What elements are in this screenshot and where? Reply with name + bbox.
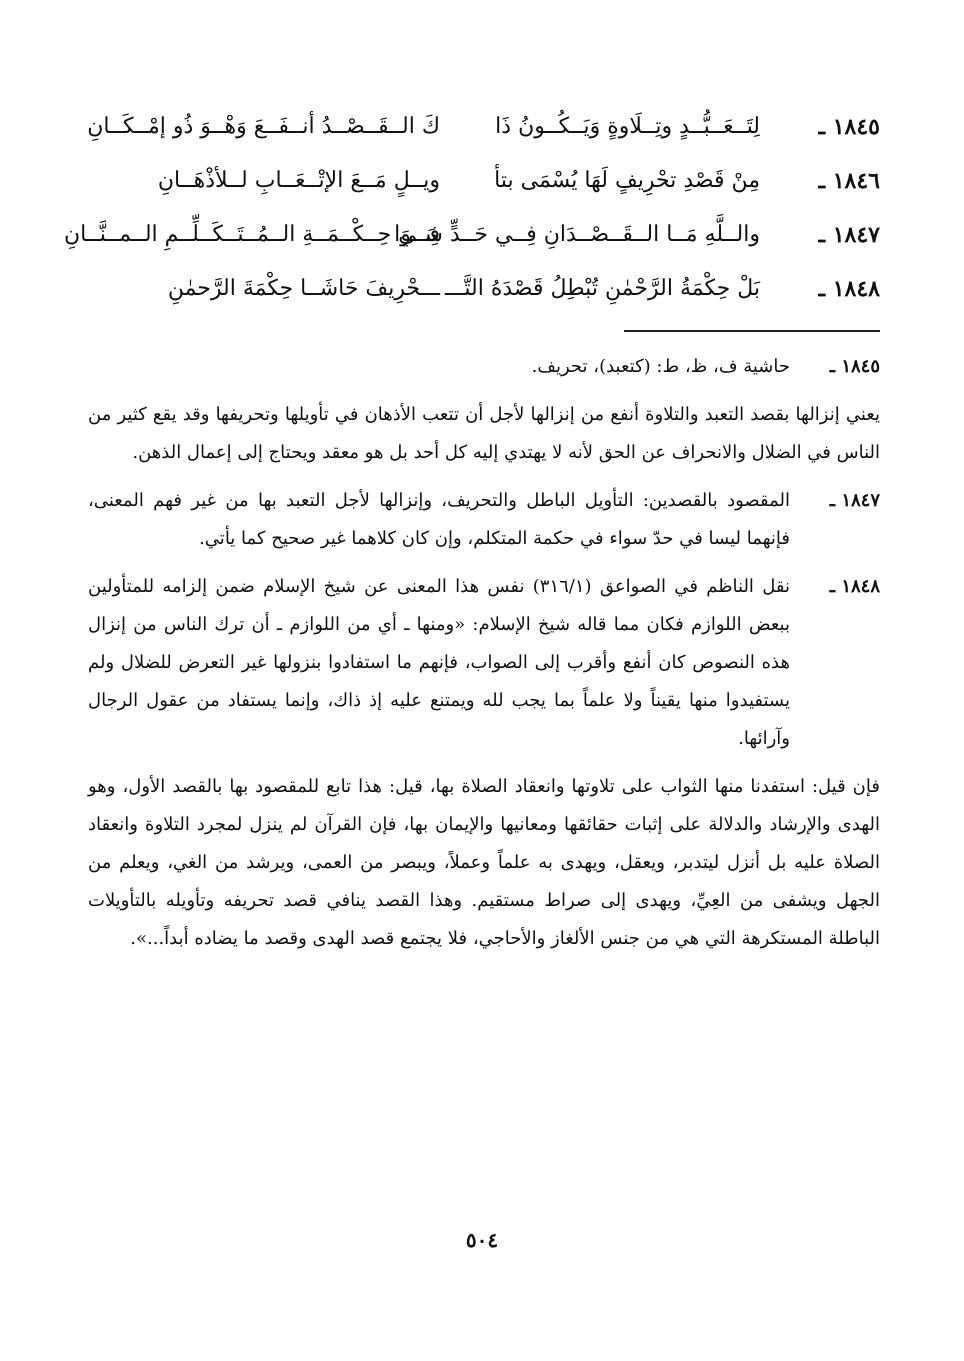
verse-first-hemistich: مِنْ قَصْدِ تحْرِيفٍ لَهَا يُسْمَى بتأ	[494, 168, 760, 193]
verse-second-hemistich: كَ الــقَــصْــدُ أنــفَــعَ وَهْــوَ ذُو إمْــكَــانِ	[87, 114, 440, 139]
commentary-paragraph: فإن قيل: استفدنا منها الثواب على تلاوتها وانعقاد الصلاة بها، قيل: هذا تابع للمقصود بها بالقصد الأول، وهو الهدى والإرشاد والدلالة على إثبات حقائقها ومعانيها والإيمان بها، فإن القرآن لم ينزل لمجرد التلاوة وانعقاد الصلاة عليه بل أنزل ليتدبر، ويعقل، ويهدى به علماً وعملاً، ويبصر من العمى، ويرشد من الغي، ويعلم من الجهل ويشفى من العِيِّ، ويهدى إلى صراط مستقيم. وهذا القصد ينافي قصد تحريفه وتأويله بالتأويلات الباطلة المستكرهة التي هي من جنس الألغاز والأحاجي، فلا يجتمع قصد الهدى وقصد ما يضاده أبداً...».	[88, 776, 880, 949]
footnote-1847	[88, 482, 880, 558]
footnote-number: ١٨٤٧ ـ	[829, 490, 880, 511]
page-content	[63, 100, 880, 968]
footnote-separator	[624, 330, 880, 332]
verse-second-hemistich: فِــي حِــكْــمَــةِ الــمُــتَــكَــلِّــمِ الــمــنَّــانِ	[63, 222, 440, 247]
verse-second-hemistich: ـــحْرِيفَ حَاشَــا حِكْمَةَ الرَّحمٰنِ	[167, 276, 440, 301]
footnote-text: نقل الناظم في الصواعق (٣١٦/١) نفس هذا المعنى عن شيخ الإسلام ضمن إلزامه للمتأولين ببعض اللوازم فكان مما قاله شيخ الإسلام: «ومنها ـ أي من اللوازم ـ أن ترك الناس من إنزال هذه النصوص كان أنفع وأقرب إلى الصواب، فإنهم ما استفادوا بنزولها غير التعرض للضلال ولم يستفيدوا منها يقيناً ولا علماً بما يجب لله ويمتنع عليه إذ ذاك، وإنما يستفاد من عقول الرجال وآرائها.	[88, 576, 790, 749]
footnote-1848	[88, 568, 880, 758]
footnote-number: ١٨٤٨ ـ	[829, 576, 880, 597]
verse-first-hemistich: بَلْ حِكْمَةُ الرَّحْمٰنِ تُبْطِلُ قَصْدَهُ التَّـــ	[445, 276, 760, 301]
verse-line	[88, 100, 880, 154]
footnote-text: حاشية ف، ظ، ط: (كتعبد)، تحريف.	[531, 356, 790, 377]
footnote-1845	[88, 348, 880, 386]
commentary-paragraph: يعني إنزالها بقصد التعبد والتلاوة أنفع من إنزالها لأجل أن تتعب الأذهان في تأويلها وتحريفها وقد يقع كثير من الناس في الضلال والانحراف عن الحق لأنه لا يهتدي إليه كل أحد بل هو معقد ويحتاج إلى إعمال الذهن.	[88, 404, 880, 463]
footnote-text: المقصود بالقصدين: التأويل الباطل والتحريف، وإنزالها لأجل التعبد بها من غير فهم المعنى، فإنهما ليسا في حدّ سواء في حكمة المتكلم، وإن كان كلاهما غير صحيح كما يأتي.	[88, 490, 790, 549]
verse-number: ١٨٤٧ ـ	[818, 222, 880, 248]
verse-number: ١٨٤٥ ـ	[818, 114, 880, 140]
poem-block	[63, 100, 880, 316]
verse-number: ١٨٤٨ ـ	[818, 276, 880, 302]
footnotes	[88, 348, 880, 958]
verse-line	[88, 262, 880, 316]
page-number: ٥٠٤	[465, 1228, 499, 1252]
verse-number: ١٨٤٦ ـ	[818, 168, 880, 194]
footnote-number: ١٨٤٥ ـ	[829, 356, 880, 377]
verse-second-hemistich: ويــلٍ مَــعَ الإتْــعَــابِ لــلأذْهَــانِ	[157, 168, 440, 193]
verse-line	[88, 154, 880, 208]
verse-line	[63, 208, 880, 262]
verse-first-hemistich: والــلَّهِ مَــا الــقَــصْــدَانِ فِــي حَــدٍّ سَــوَا	[394, 222, 760, 247]
verse-first-hemistich: لِتَــعَــبُّــدٍ وتِــلَاوةٍ وَيَــكُــونُ ذَا	[495, 114, 760, 139]
